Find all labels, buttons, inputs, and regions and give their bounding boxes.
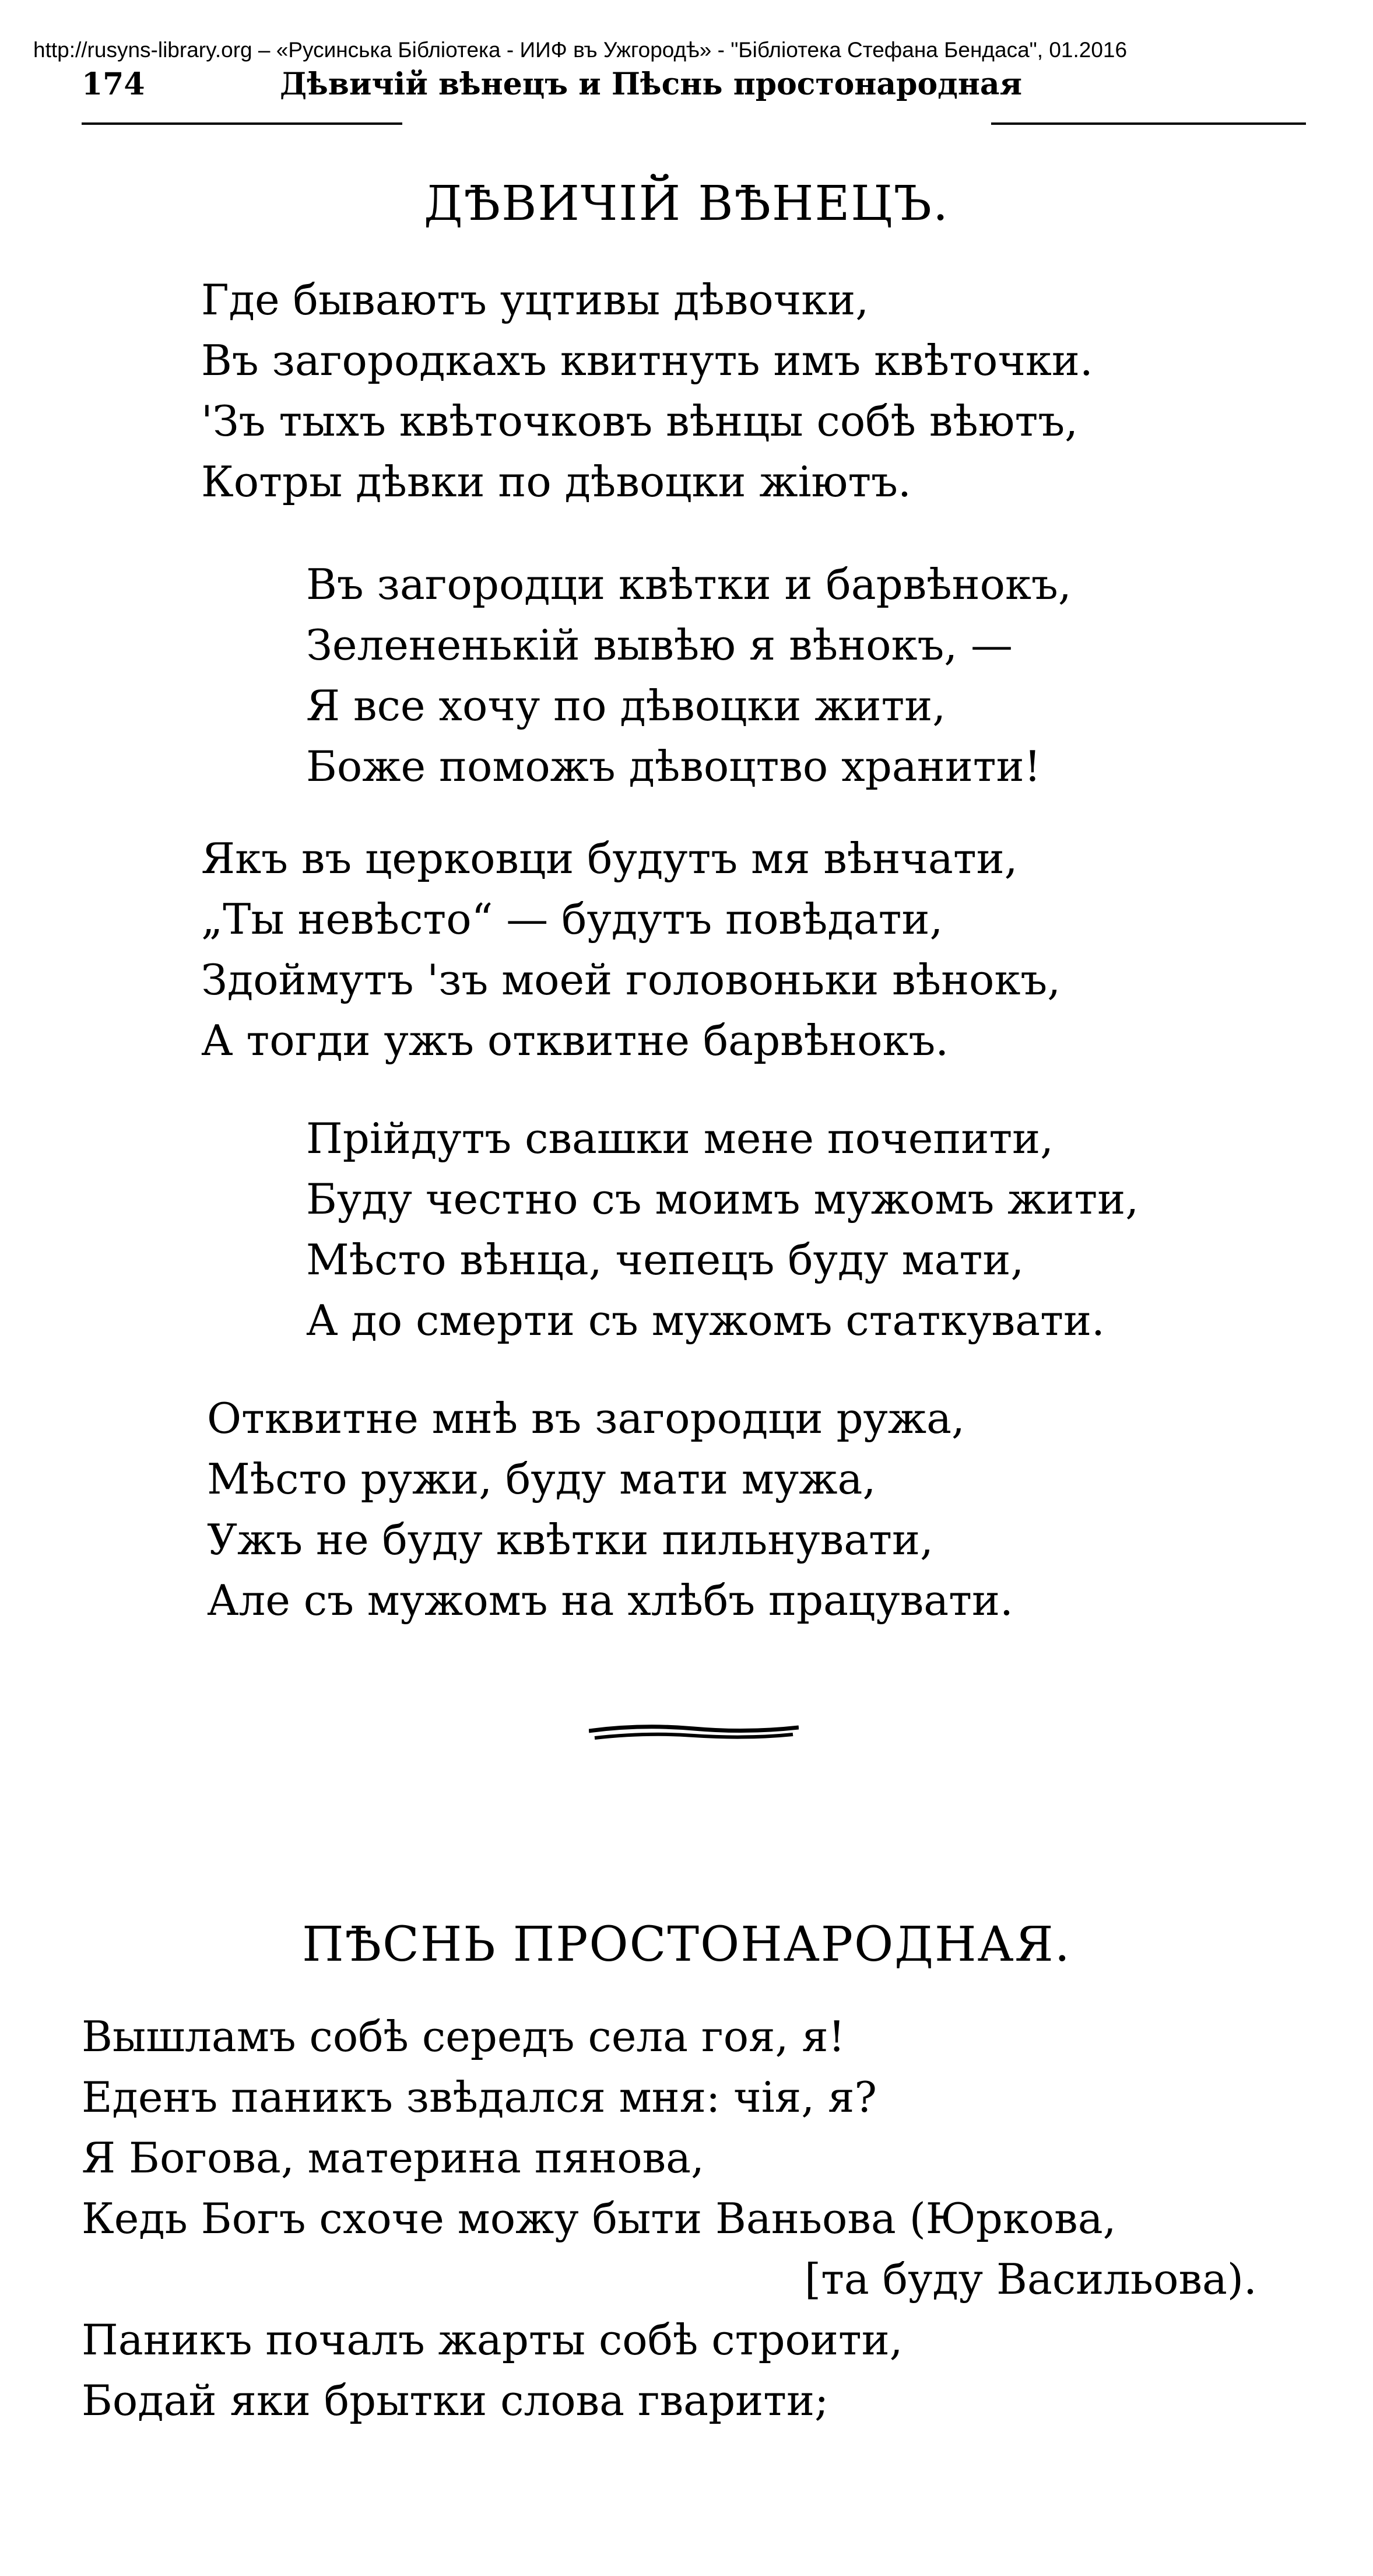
double-rule-ornament-icon	[589, 1720, 799, 1744]
verse-line: Боже поможъ дѣвоцтво хранити!	[306, 742, 1041, 791]
verse-line: Отквитне мнѣ въ загородци ружа,	[207, 1394, 965, 1443]
poem1-title: ДѢВИЧІЙ ВѢНЕЦЪ.	[423, 176, 950, 232]
running-head: Дѣвичій вѣнецъ и Пѣснь простонародная	[280, 66, 1022, 102]
poem1-stanza-3	[201, 828, 1061, 1071]
verse-line: „Ты невѣсто“ — будутъ повѣдати,	[201, 895, 943, 944]
verse-line: Буду честно съ моимъ мужомъ жити,	[306, 1175, 1139, 1224]
verse-line: Я Богова, материна пянова,	[82, 2133, 704, 2182]
verse-line: Прійдутъ свашки мене почепити,	[306, 1114, 1054, 1163]
poem1-stanza-4	[306, 1108, 1139, 1351]
page-header	[82, 64, 1306, 105]
poem1-stanza-5	[207, 1388, 1013, 1631]
verse-line: Где бываютъ уцтивы дѣвочки,	[201, 275, 869, 324]
verse-line: 'Зъ тыхъ квѣточковъ вѣнцы собѣ вѣютъ,	[201, 397, 1079, 446]
verse-line: Якъ въ церковци будутъ мя вѣнчати,	[201, 834, 1018, 883]
poem2-title: ПѢСНЬ ПРОСТОНАРОДНАЯ.	[302, 1917, 1071, 1972]
poem1-stanza-1	[201, 269, 1093, 512]
source-url-line: http://rusyns-library.org – «Русинська Бібліотека - ИИФ въ Ужгородѣ» - "Бібліотека Стефана Бендаса", 01.2016	[33, 38, 1128, 62]
verse-line: Але съ мужомъ на хлѣбъ працувати.	[207, 1576, 1013, 1625]
verse-line: Еденъ паникъ звѣдался мня: чія, я?	[82, 2073, 877, 2122]
page-number: 174	[82, 66, 145, 102]
verse-line: Вышламъ собѣ середъ села гоя, я!	[82, 2012, 845, 2061]
verse-line: А тогди ужъ отквитне барвѣнокъ.	[201, 1016, 949, 1065]
verse-line: Зелененькій вывѣю я вѣнокъ, —	[306, 621, 1013, 670]
header-rule-right	[991, 122, 1306, 125]
verse-line: Мѣсто вѣнца, чепецъ буду мати,	[306, 1235, 1024, 1284]
verse-line: Бодай яки брытки слова гварити;	[82, 2376, 829, 2425]
verse-line: Котры дѣвки по дѣвоцки жіютъ.	[201, 457, 911, 506]
verse-line: Кедь Богъ схоче можу быти Ваньова (Юркова,	[82, 2194, 1116, 2243]
verse-line-continuation: [та буду Васильова).	[805, 2255, 1257, 2304]
header-rule-left	[82, 122, 402, 125]
verse-line: Ужъ не буду квѣтки пильнувати,	[207, 1515, 933, 1564]
poem1-stanza-2	[306, 554, 1072, 797]
verse-line: Въ загородкахъ квитнуть имъ квѣточки.	[201, 336, 1093, 385]
poem2-body	[82, 2006, 1257, 2431]
verse-line: Здоймутъ 'зъ моей головоньки вѣнокъ,	[201, 955, 1061, 1004]
verse-line: Мѣсто ружи, буду мати мужа,	[207, 1455, 876, 1503]
verse-line: Въ загородци квѣтки и барвѣнокъ,	[306, 560, 1072, 609]
verse-line: Паникъ почалъ жарты собѣ строити,	[82, 2315, 903, 2364]
verse-line: Я все хочу по дѣвоцки жити,	[306, 681, 946, 730]
verse-line: А до смерти съ мужомъ статкувати.	[306, 1296, 1105, 1345]
